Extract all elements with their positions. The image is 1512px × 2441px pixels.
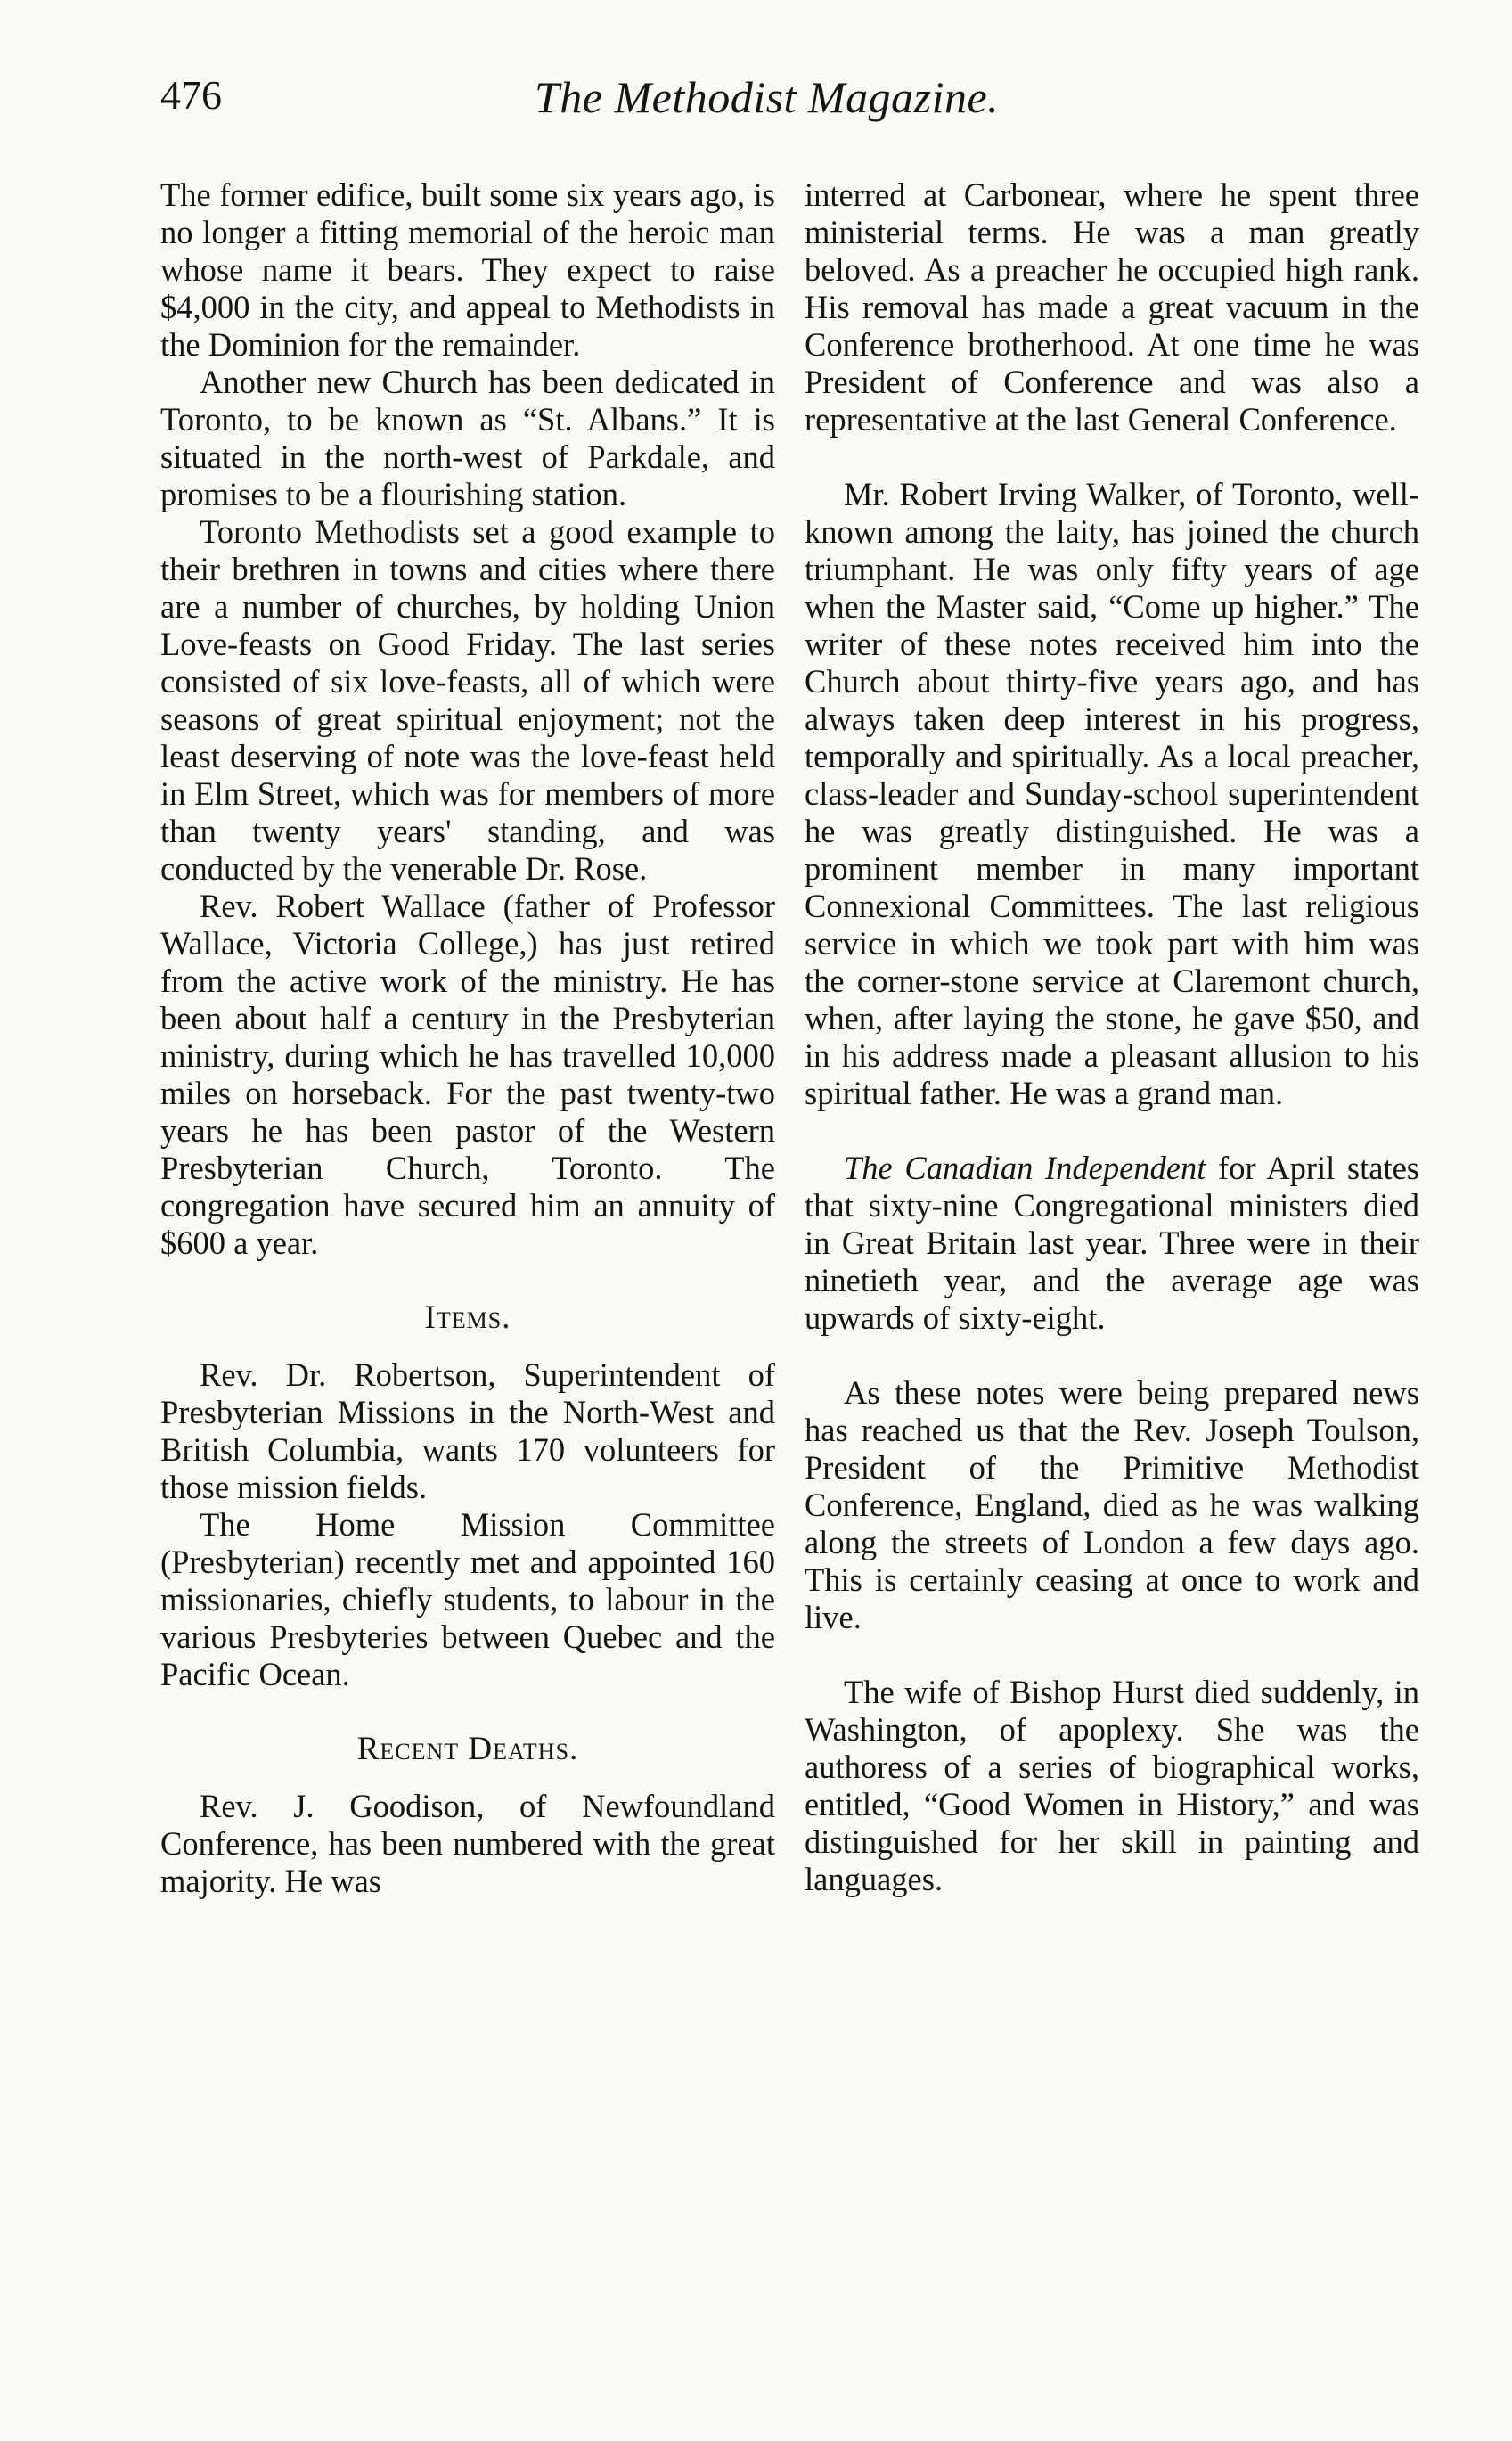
running-title: The Methodist Magazine.	[535, 72, 1000, 122]
recent-deaths-heading: Recent Deaths.	[356, 1731, 579, 1767]
paragraph-goodison-continued: interred at Carbonear, where he spent three ministerial terms. He was a man greatly beloved. As a preacher he occupied high rank. His removal has made a great vacuum in the Conference brotherhood. At one time he was President of Conference and was also a representative at the last General Conference.	[805, 176, 1419, 438]
paragraph-goodison: Rev. J. Goodison, of Newfoundland Conference, has been numbered with the great majority. He was	[160, 1788, 775, 1899]
paragraph-robert-wallace: Rev. Robert Wallace (father of Professor Wallace, Victoria College,) has just retired from the active work of the ministry. He has been about half a century in the Presbyterian ministry, during which he has travelled 10,000 miles on horseback. For the past twenty-two years he has been pastor of the Western Presbyterian Church, Toronto. The congregation have secured him an annuity of $600 a year.	[160, 888, 775, 1261]
paragraph-canadian-independent-text: for April states that sixty-nine Congregational ministers died in Great Britain last year. Three were in their ninetieth year, and the average age was upwards of sixty-eight.	[805, 1150, 1419, 1336]
paragraph-home-mission: The Home Mission Committee (Presbyterian) recently met and appointed 160 missionaries, chiefly students, to labour in the various Presbyteries between Quebec and the Pacific Ocean.	[160, 1506, 775, 1692]
page-header	[160, 71, 1426, 143]
right-column	[805, 176, 1419, 1898]
page-number: 476	[160, 72, 222, 118]
paragraph-canadian-independent	[805, 1150, 1419, 1337]
journal-title: The Canadian Independent	[844, 1150, 1206, 1186]
paragraph-robertson: Rev. Dr. Robertson, Superintendent of Presbyterian Missions in the North-West and British Columbia, wants 170 volunteers for those mission fields.	[160, 1356, 775, 1505]
paragraph-toulson: As these notes were being prepared news has reached us that the Rev. Joseph Toulson, President of the Primitive Methodist Conference, England, died as he was walking along the streets of London a few days ago. This is certainly ceasing at once to work and live.	[805, 1374, 1419, 1635]
paragraph-church-edifice: The former edifice, built some six years ago, is no longer a fitting memorial of the heroic man whose name it bears. They expect to raise $4,000 in the city, and appeal to Methodists in the Dominion for the remainder.	[160, 176, 775, 363]
left-column	[160, 176, 775, 1900]
paragraph-love-feasts: Toronto Methodists set a good example to their brethren in towns and cities where there are a number of churches, by holding Union Love-feasts on Good Friday. The last series consisted of six love-feasts, all of which were seasons of great spiritual enjoyment; not the least deserving of note was the love-feast held in Elm Street, which was for members of more than twenty years' standing, and was conducted by the venerable Dr. Rose.	[160, 513, 775, 887]
paragraph-st-albans: Another new Church has been dedicated in Toronto, to be known as “St. Albans.” It is situated in the north-west of Parkdale, and promises to be a flourishing station.	[160, 364, 775, 512]
paragraph-robert-walker: Mr. Robert Irving Walker, of Toronto, well-known among the laity, has joined the church triumphant. He was only fifty years of age when the Master said, “Come up higher.” The writer of these notes received him into the Church about thirty-five years ago, and has always taken deep interest in his progress, temporally and spiritually. As a local preacher, class-leader and Sunday-school superintendent he was greatly distinguished. He was a prominent member in many important Connexional Committees. The last religious service in which we took part with him was the corner-stone service at Claremont church, when, after laying the stone, he gave $50, and in his address made a pleasant allusion to his spiritual father. He was a grand man.	[805, 476, 1419, 1111]
items-heading: Items.	[424, 1299, 511, 1336]
paragraph-bishop-hurst: The wife of Bishop Hurst died suddenly, in Washington, of apoplexy. She was the authoress of a series of biographical works, entitled, “Good Women in History,” and was distinguished for her skill in painting and languages.	[805, 1674, 1419, 1897]
